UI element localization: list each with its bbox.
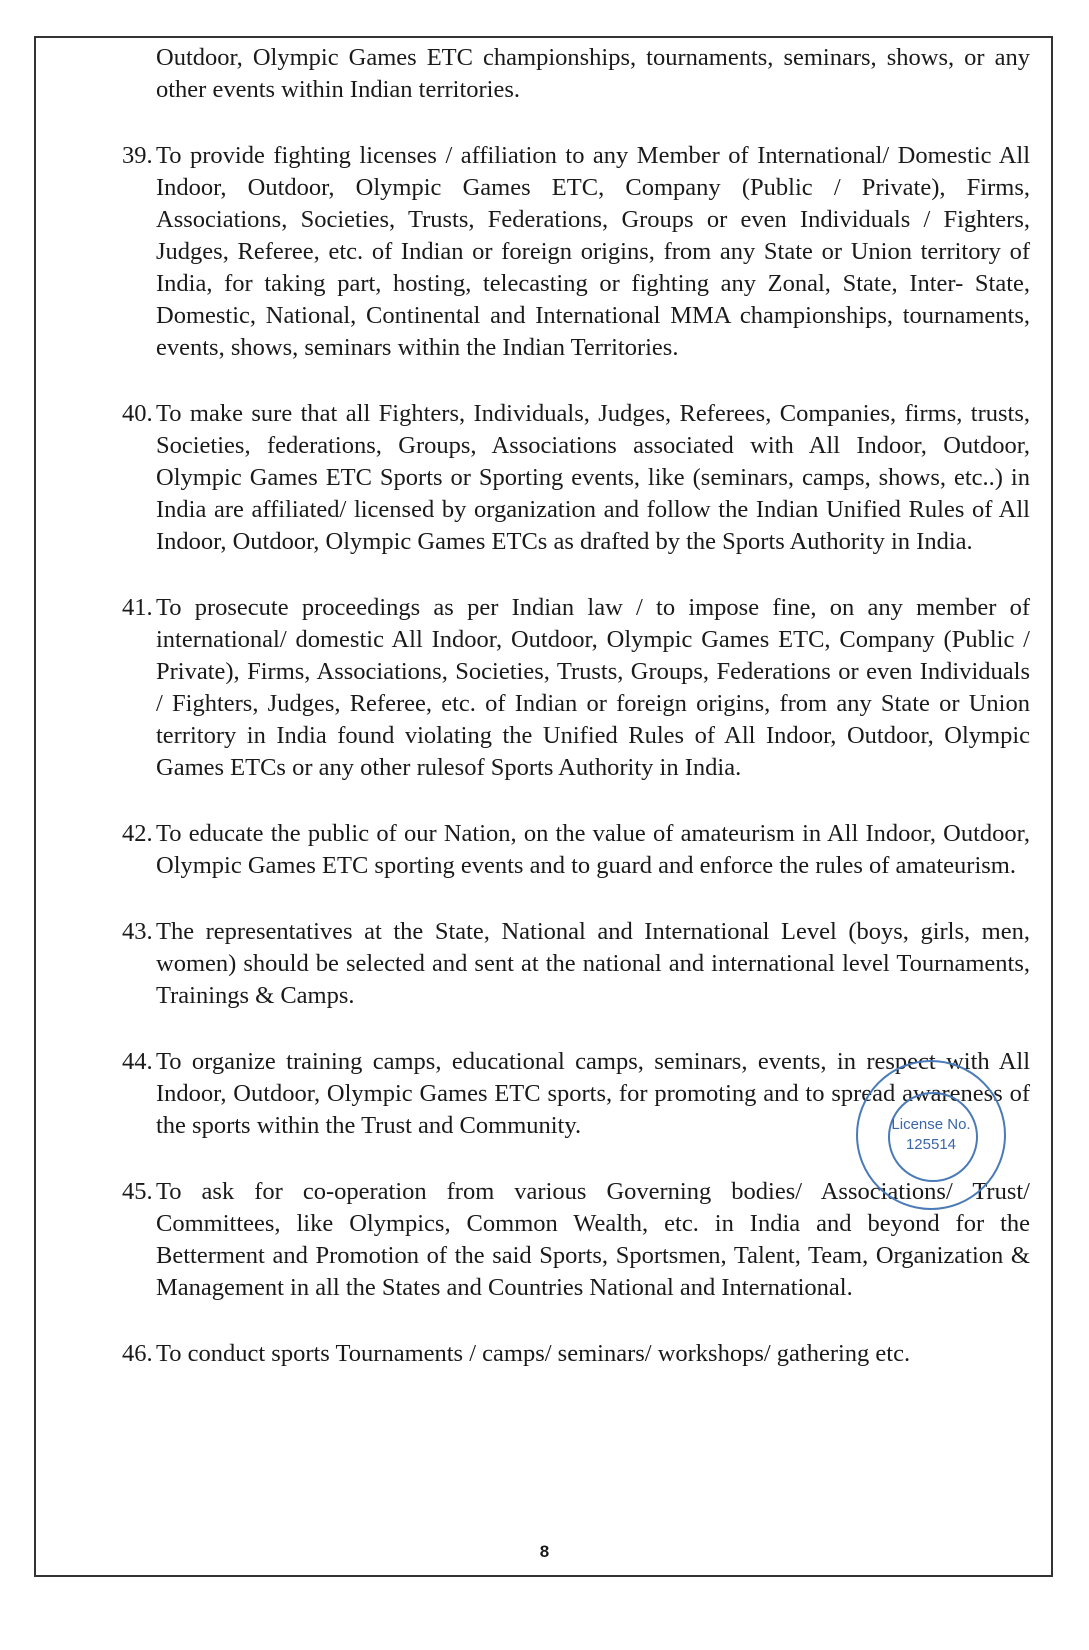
item-number: 43. bbox=[122, 918, 153, 945]
page-number: 8 bbox=[539, 1542, 550, 1561]
list-item bbox=[122, 592, 1030, 784]
item-number: 41. bbox=[122, 594, 153, 621]
list-item bbox=[122, 1176, 1030, 1304]
seal-license-label: License No. bbox=[891, 1116, 971, 1133]
list-item bbox=[122, 916, 1030, 1012]
document-body bbox=[122, 42, 1030, 1404]
numbered-items-list bbox=[122, 140, 1030, 1370]
item-text: To educate the public of our Nation, on the value of amateurism in All Indoor, Outdoor, Olympic Games ETC sporting events and to guard and enforce the rules of amateurism. bbox=[156, 820, 1030, 879]
item-number: 44. bbox=[122, 1048, 153, 1075]
list-item bbox=[122, 398, 1030, 558]
item-text: To prosecute proceedings as per Indian law / to impose fine, on any member of international/ domestic All Indoor, Outdoor, Olympic Games ETC, Company (Public / Private), Firms, Associations, Societies, Trusts, Groups, Federations or even Individuals / Fighters, Judges, Referee, etc. of Indian or foreign origins, from any State or Union territory in India found violating the Unified Rules of All Indoor, Outdoor, Olympic Games ETCs or any other rulesof Sports Authority in India. bbox=[156, 594, 1030, 781]
list-item bbox=[122, 818, 1030, 882]
item-text: To ask for co-operation from various Governing bodies/ Associations/ Trust/ Committees, like Olympics, Common Wealth, etc. in India and beyond for the Betterment and Promotion of the said Sports, Sportsmen, Talent, Team, Organization & Management in all the States and Countries National and International. bbox=[156, 1178, 1030, 1301]
list-item bbox=[122, 1046, 1030, 1142]
continuation-paragraph: Outdoor, Olympic Games ETC championships, tournaments, seminars, shows, or any other events within Indian territories. bbox=[156, 44, 1030, 103]
item-number: 45. bbox=[122, 1178, 153, 1205]
seal-license-number: 125514 bbox=[905, 1136, 957, 1153]
item-number: 40. bbox=[122, 400, 153, 427]
item-text: To provide fighting licenses / affiliation to any Member of International/ Domestic All Indoor, Outdoor, Olympic Games ETC, Company (Public / Private), Firms, Associations, Societies, Trusts, Federations, Groups or even Individuals / Fighters, Judges, Referee, etc. of Indian or foreign origins, from any State or Union territory of India, for taking part, hosting, telecasting or fighting any Zonal, State, Inter- State, Domestic, National, Continental and International MMA championships, tournaments, events, shows, seminars within the Indian Territories. bbox=[156, 142, 1030, 361]
item-text: To organize training camps, educational camps, seminars, events, in respect with All Indoor, Outdoor, Olympic Games ETC sports, for promoting and to spread awareness of the sports within the Trust and Community. bbox=[156, 1048, 1030, 1139]
item-number: 46. bbox=[122, 1340, 153, 1367]
item-text: The representatives at the State, National and International Level (boys, girls, men, women) should be selected and sent at the national and international level Tournaments, Trainings & Camps. bbox=[156, 918, 1030, 1009]
item-text: To make sure that all Fighters, Individuals, Judges, Referees, Companies, firms, trusts, Societies, federations, Groups, Associations associated with All Indoor, Outdoor, Olympic Games ETC Sports or Sporting events, like (seminars, camps, shows, etc..) in India are affiliated/ licensed by organization and follow the Indian Unified Rules of All Indoor, Outdoor, Olympic Games ETCs as drafted by the Sports Authority in India. bbox=[156, 400, 1030, 555]
item-text: To conduct sports Tournaments / camps/ seminars/ workshops/ gathering etc. bbox=[156, 1340, 911, 1367]
list-item bbox=[122, 140, 1030, 364]
list-item bbox=[122, 1338, 1030, 1370]
item-number: 39. bbox=[122, 142, 153, 169]
item-number: 42. bbox=[122, 820, 153, 847]
